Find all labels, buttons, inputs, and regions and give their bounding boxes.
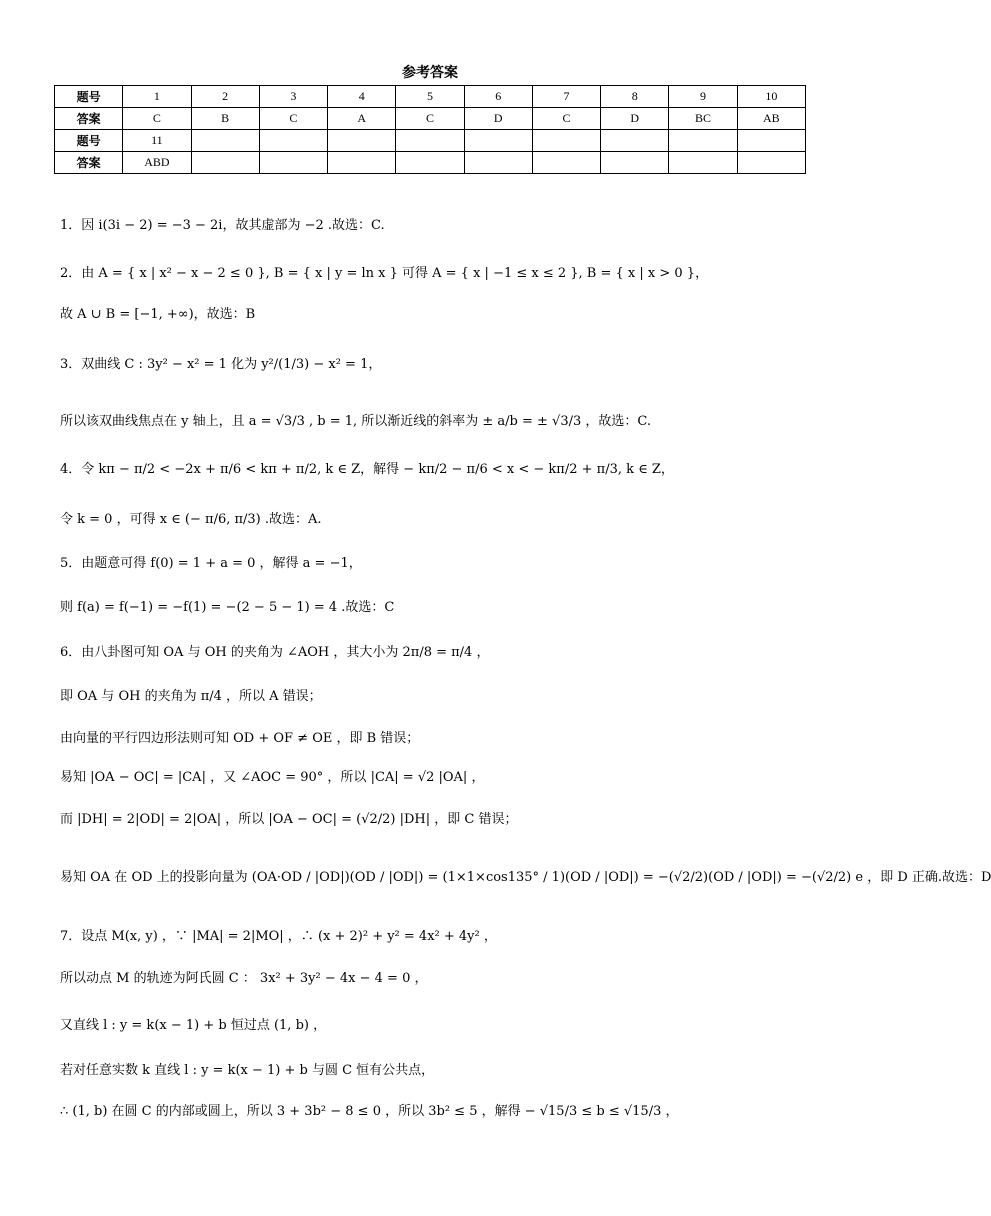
answer-cell: 11 — [123, 130, 191, 152]
answer-cell: B — [191, 108, 259, 130]
answer-cell — [601, 130, 669, 152]
answer-cell: 9 — [669, 86, 737, 108]
answer-cell — [737, 130, 805, 152]
answer-cell: 10 — [737, 86, 805, 108]
answer-cell: 8 — [601, 86, 669, 108]
answer-cell: C — [259, 108, 327, 130]
answer-cell: D — [464, 108, 532, 130]
answer-cell — [259, 130, 327, 152]
row-header-cell: 答案 — [55, 152, 123, 174]
answer-cell — [464, 152, 532, 174]
answer-table — [54, 85, 806, 174]
answer-cell — [532, 130, 600, 152]
answer-cell — [191, 130, 259, 152]
answer-table-row — [55, 130, 806, 152]
answer-table-row — [55, 86, 806, 108]
answer-table-row — [55, 108, 806, 130]
row-header-cell: 题号 — [55, 86, 123, 108]
answer-table-row — [55, 152, 806, 174]
solution-line: ∴ (1, b) 在圆 C 的内部或圆上，所以 3 + 3b² − 8 ≤ 0 ，所以 3b² ≤ 5 ，解得 − √15/3 ≤ b ≤ √15/3 ， — [60, 1104, 679, 1119]
solution-line: 由向量的平行四边形法则可知 OD + OF ≠ OE ，即 B 错误； — [60, 731, 420, 746]
solution-line: 1．因 i(3i − 2) = −3 − 2i，故其虚部为 −2 .故选：C. — [60, 218, 385, 233]
solution-line: 易知 OA 在 OD 上的投影向量为 (OA·OD / |OD|)(OD / |OD|) = (1×1×cos135° / 1)(OD / |OD|) = −(√2/2)(OD / |OD|) = −(√2/2) e ，即 D 正确.故选：D — [60, 870, 991, 885]
answer-cell: AB — [737, 108, 805, 130]
answer-cell: 1 — [123, 86, 191, 108]
answer-cell — [601, 152, 669, 174]
answer-cell: D — [601, 108, 669, 130]
answer-cell — [669, 152, 737, 174]
answer-cell: ABD — [123, 152, 191, 174]
answer-cell — [532, 152, 600, 174]
answer-cell — [328, 130, 396, 152]
solution-line: 而 |DH| = 2|OD| = 2|OA| ，所以 |OA − OC| = (√2/2) |DH| ，即 C 错误； — [60, 812, 518, 827]
solution-line: 4．令 kπ − π/2 < −2x + π/6 < kπ + π/2, k ∈ Z，解得 − kπ/2 − π/6 < x < − kπ/2 + π/3, k ∈ Z， — [60, 462, 674, 477]
answer-cell: 3 — [259, 86, 327, 108]
row-header-cell: 答案 — [55, 108, 123, 130]
solution-line: 即 OA 与 OH 的夹角为 π/4 ，所以 A 错误； — [60, 689, 322, 704]
answer-cell — [259, 152, 327, 174]
solution-line: 故 A ∪ B = [−1, +∞)，故选：B — [60, 307, 256, 322]
answer-cell: 4 — [328, 86, 396, 108]
solution-line: 2．由 A = { x | x² − x − 2 ≤ 0 }, B = { x | y = ln x } 可得 A = { x | −1 ≤ x ≤ 2 }, B = { x | x > 0 }， — [60, 266, 709, 281]
answer-cell: BC — [669, 108, 737, 130]
answer-cell: 5 — [396, 86, 464, 108]
answer-cell — [737, 152, 805, 174]
answer-cell: C — [123, 108, 191, 130]
solution-line: 5．由题意可得 f(0) = 1 + a = 0 ，解得 a = −1， — [60, 556, 362, 571]
solution-line: 令 k = 0 ，可得 x ∈ (− π/6, π/3) .故选：A. — [60, 512, 322, 527]
answer-cell: 6 — [464, 86, 532, 108]
solution-line: 6．由八卦图可知 OA 与 OH 的夹角为 ∠AOH ，其大小为 2π/8 = π/4 ， — [60, 645, 490, 660]
answer-cell — [396, 152, 464, 174]
answer-cell — [464, 130, 532, 152]
answer-cell — [191, 152, 259, 174]
page-title: 参考答案 — [402, 65, 458, 81]
row-header-cell: 题号 — [55, 130, 123, 152]
solution-line: 易知 |OA − OC| = |CA| ，又 ∠AOC = 90° ，所以 |CA| = √2 |OA| ， — [60, 770, 485, 785]
solution-line: 则 f(a) = f(−1) = −f(1) = −(2 − 5 − 1) = 4 .故选：C — [60, 600, 395, 615]
answer-cell — [328, 152, 396, 174]
answer-cell: 2 — [191, 86, 259, 108]
solution-line: 所以该双曲线焦点在 y 轴上，且 a = √3/3 , b = 1, 所以渐近线的斜率为 ± a/b = ± √3/3 ，故选：C. — [60, 414, 652, 429]
answer-cell: C — [396, 108, 464, 130]
solution-line: 若对任意实数 k 直线 l : y = k(x − 1) + b 与圆 C 恒有公共点， — [60, 1063, 435, 1078]
answer-cell: C — [532, 108, 600, 130]
solution-line: 所以动点 M 的轨迹为阿氏圆 C ： 3x² + 3y² − 4x − 4 = 0 ， — [60, 971, 428, 986]
answer-cell: 7 — [532, 86, 600, 108]
solution-line: 又直线 l : y = k(x − 1) + b 恒过点 (1, b) ， — [60, 1018, 327, 1033]
answer-cell: A — [328, 108, 396, 130]
answer-cell — [669, 130, 737, 152]
solution-line: 7．设点 M(x, y) ，∵ |MA| = 2|MO| ，∴ (x + 2)² + y² = 4x² + 4y² ， — [60, 929, 497, 944]
solution-line: 3．双曲线 C : 3y² − x² = 1 化为 y²/(1/3) − x² = 1， — [60, 357, 382, 372]
answer-cell — [396, 130, 464, 152]
